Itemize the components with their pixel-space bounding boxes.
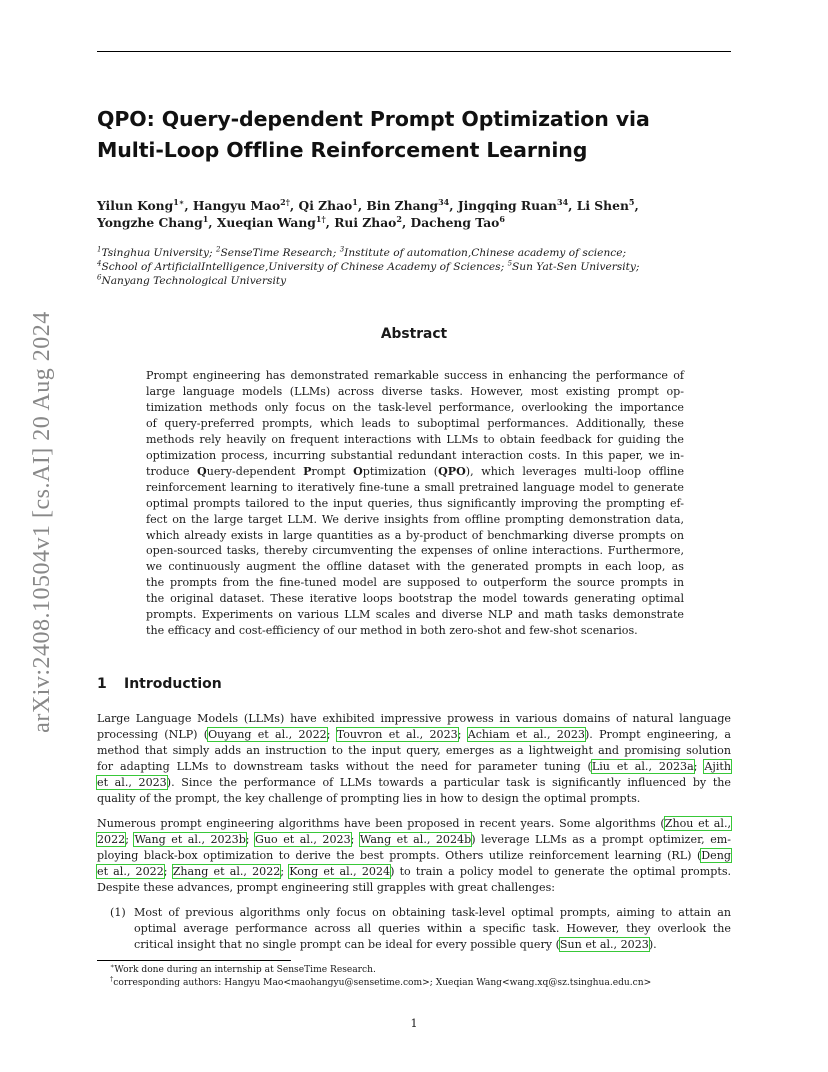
citation-link[interactable]: Sun et al., 2023 [559,937,649,951]
citation-link[interactable]: Deng [701,848,731,862]
author-line-2: Yongzhe Chang$^1$, Xueqian Wang$^{1\dagger}$, Rui Zhao$^2$, Dacheng Tao$^6$ [97,213,505,230]
abstract-heading: Abstract [380,326,448,342]
abstract-line: of query-preferred prompts, which leads to suboptimal performances. Additionally, these [146,416,684,430]
affiliation-name: SenseTime Research; [220,247,337,259]
citation-link[interactable]: Kong et al., 2024 [289,864,391,878]
title-line-1: QPO: Query-dependent Prompt Optimization via [97,107,650,131]
citation-link[interactable]: et al., 2023 [97,775,167,789]
author-affiliation-mark: 1∗ [173,196,185,207]
abstract-line: Prompt engineering has demonstrated remarkable success in enhancing the performance of [146,369,684,382]
author-name: Rui Zhao [334,215,397,230]
arxiv-id[interactable]: arXiv:2408.10504v1 [cs.AI] 20 Aug 2024 [29,311,55,733]
author-name: Yongzhe Chang [97,215,203,230]
paragraph-line: quality of the prompt, the key challenge of prompting lies in how to design the optimal prompts. [97,791,641,805]
item-line: critical insight that no single prompt can be ideal for every possible query (Sun et al., 2023). [134,937,657,951]
paragraph-line: for adapting LLMs to downstream tasks without the need for parameter tuning (Liu et al., 2023a; Ajith [97,759,732,773]
affiliation-mark: 6 [97,273,102,282]
citation-link[interactable]: Touvron et al., 2023 [336,727,458,741]
affiliation-list [97,246,737,289]
citation-link[interactable]: Guo et al., 2023 [255,832,351,846]
affiliation-line-1 [97,246,737,260]
citation-link[interactable]: et al., 2022 [97,864,164,878]
citation-link[interactable]: 2022 [97,832,126,846]
citation-link[interactable]: Ajith [704,759,732,773]
footnote-text: Work done during an internship at SenseTime Research. [114,965,376,975]
abstract-line: reinforcement learning to iteratively fine-tune a small pretrained language model to generate [146,480,684,494]
paragraph-line: Despite these advances, prompt engineering still grapples with great challenges: [97,880,556,894]
affiliation-line-2 [97,260,737,274]
footnote-text: corresponding authors: Hangyu Mao<maohangyu@sensetime.com>; Xueqian Wang<wang.xq@sz.tsinghua.edu.cn> [113,978,652,988]
paragraph-line: et al., 2023). Since the performance of LLMs towards a particular task is significantly influenced by the [97,775,731,789]
abstract-line: optimal prompts tailored to the input queries, thus significantly improving the prompting ef- [146,496,684,510]
header-rule [97,51,731,52]
abstract-line: fect on the large target LLM. We derive insights from offline prompting demonstration data, [146,512,684,526]
affiliation-line-3 [97,274,737,288]
paragraph-line: method that simply adds an instruction to the input query, emerges as a lightweight and promising solution [97,743,731,757]
author-affiliation-mark: 1 [352,196,358,207]
affiliation-mark: 3 [339,245,345,254]
affiliation-mark: 5 [507,259,513,268]
footnote-rule [97,960,291,961]
affiliation-name: Sun Yat-Sen University; [512,261,640,274]
citation-link[interactable]: Wang et al., 2023b [134,832,246,846]
author-affiliation-mark: 5 [628,196,635,207]
author-name: Bin Zhang [366,198,439,213]
abstract-line: large language models (LLMs) across diverse tasks. However, most existing prompt op- [146,384,684,398]
paragraph-line: 2022; Wang et al., 2023b; Guo et al., 2023; Wang et al., 2024b) leverage LLMs as a prompt optimizer, em- [97,832,732,846]
abstract-line: optimization process, incurring substantial redundant interaction costs. In this paper, we in- [146,448,684,462]
citation-link[interactable]: Ouyang et al., 2022 [208,727,327,741]
item-label: (1) [110,906,126,919]
author-name: Hangyu Mao [192,198,281,213]
abstract-line: the efficacy and cost-efficiency of our method in both zero-shot and few-shot scenarios. [146,624,638,638]
page-number: 1 [410,1017,418,1030]
author-affiliation-mark: 34 [557,196,569,207]
author-name: Li Shen [576,198,629,213]
affiliation-mark: 2 [216,245,221,254]
abstract-line: prompts. Experiments on various LLM scales and diverse NLP and math tasks demonstrate [146,608,684,622]
author-name: Yilun Kong [97,198,174,213]
intro-paragraph-2 [97,816,731,896]
author-affiliation-mark: 1 [202,213,209,224]
affiliation-name: School of ArtificialIntelligence,University of Chinese Academy of Sciences; [101,261,505,274]
author-name: Xueqian Wang [216,215,316,230]
affiliation-name: Tsinghua University; [101,247,213,259]
footnote-2 [110,974,652,989]
abstract-line: we continuously augment the offline dataset with the generated prompts in each loop, as [146,560,684,574]
citation-link[interactable]: Zhou et al., [664,817,732,830]
abstract-line: methods rely heavily on frequent interactions with LLMs to obtain feedback for guiding the [146,432,684,446]
item-line: optimal average performance across all queries within a specific task. However, they overlook the [134,921,731,935]
author-name: Dacheng Tao [410,215,500,230]
abstract-line: which already exists in large quantities as a by-product of benchmarking diverse prompts on [146,528,684,542]
paragraph-line: Large Language Models (LLMs) have exhibited impressive prowess in various domains of natural language [97,712,731,725]
author-name: Qi Zhao [298,198,353,213]
citation-link[interactable]: Liu et al., 2023a [591,759,694,773]
item-line: Most of previous algorithms only focus on obtaining task-level optimal prompts, aiming to attain an [134,906,731,919]
affiliation-name: Nanyang Technological University [101,275,287,288]
author-list [97,197,737,231]
citation-link[interactable]: Wang et al., 2024b [359,832,472,846]
author-affiliation-mark: 34 [438,196,450,207]
item-text [134,905,731,953]
title-line-2: Multi-Loop Offline Reinforcement Learning [97,138,588,162]
author-name: Jingqing Ruan [457,198,557,213]
author-affiliation-mark: 2 [396,213,402,224]
citation-link[interactable]: Zhang et al., 2022 [172,864,281,878]
paragraph-line: processing (NLP) (Ouyang et al., 2022; Touvron et al., 2023; Achiam et al., 2023). Prompt engineering, a [97,727,732,741]
affiliation-mark: 4 [97,259,102,268]
citation-link[interactable]: Achiam et al., 2023 [467,727,585,741]
footnote-mark: ∗ [110,961,115,970]
abstract-line: open-sourced tasks, thereby circumventing the expenses of online interactions. Furthermore, [146,544,684,558]
section-title: Introduction [124,676,222,692]
abstract-line: troduce Query-dependent Prompt Optimization (QPO), which leverages multi-loop offline [146,464,685,478]
author-affiliation-mark: 1† [315,213,326,224]
paragraph-line: ploying black-box optimization to derive the best prompts. Others utilize reinforcement learning (RL) (Deng [97,848,731,862]
paper-title [97,104,737,166]
abstract-body [146,368,684,639]
abstract-line: the original dataset. These iterative loops bootstrap the model towards generating optimal [146,592,684,606]
abstract-line: the prompts from the fine-tuned model are supposed to outperform the source prompts in [146,576,684,590]
footnote-mark: † [110,974,114,983]
affiliation-mark: 1 [97,245,102,254]
abstract-line: timization methods only focus on the task-level performance, overlooking the importance [146,400,684,414]
author-line-1: Yilun Kong$^{1∗}$, Hangyu Mao$^{2\dagger}$, Qi Zhao$^1$, Bin Zhang$^{34}$, Jingqing Ruan$^{34}$, Li Shen$^5$, [97,196,639,213]
author-affiliation-mark: 2† [280,196,290,207]
author-affiliation-mark: 6 [499,213,505,224]
footnote-1 [110,961,376,976]
section-heading-introduction [97,676,222,692]
affiliation-name: Institute of automation,Chinese academy of science; [344,247,627,259]
section-number: 1 [97,676,107,692]
paragraph-line: Numerous prompt engineering algorithms have been proposed in recent years. Some algorithms (Zhou et al., [97,817,732,830]
paragraph-line: et al., 2022; Zhang et al., 2022; Kong et al., 2024) to train a policy model to generate the optimal prompts. [97,864,732,878]
intro-paragraph-1 [97,711,731,807]
